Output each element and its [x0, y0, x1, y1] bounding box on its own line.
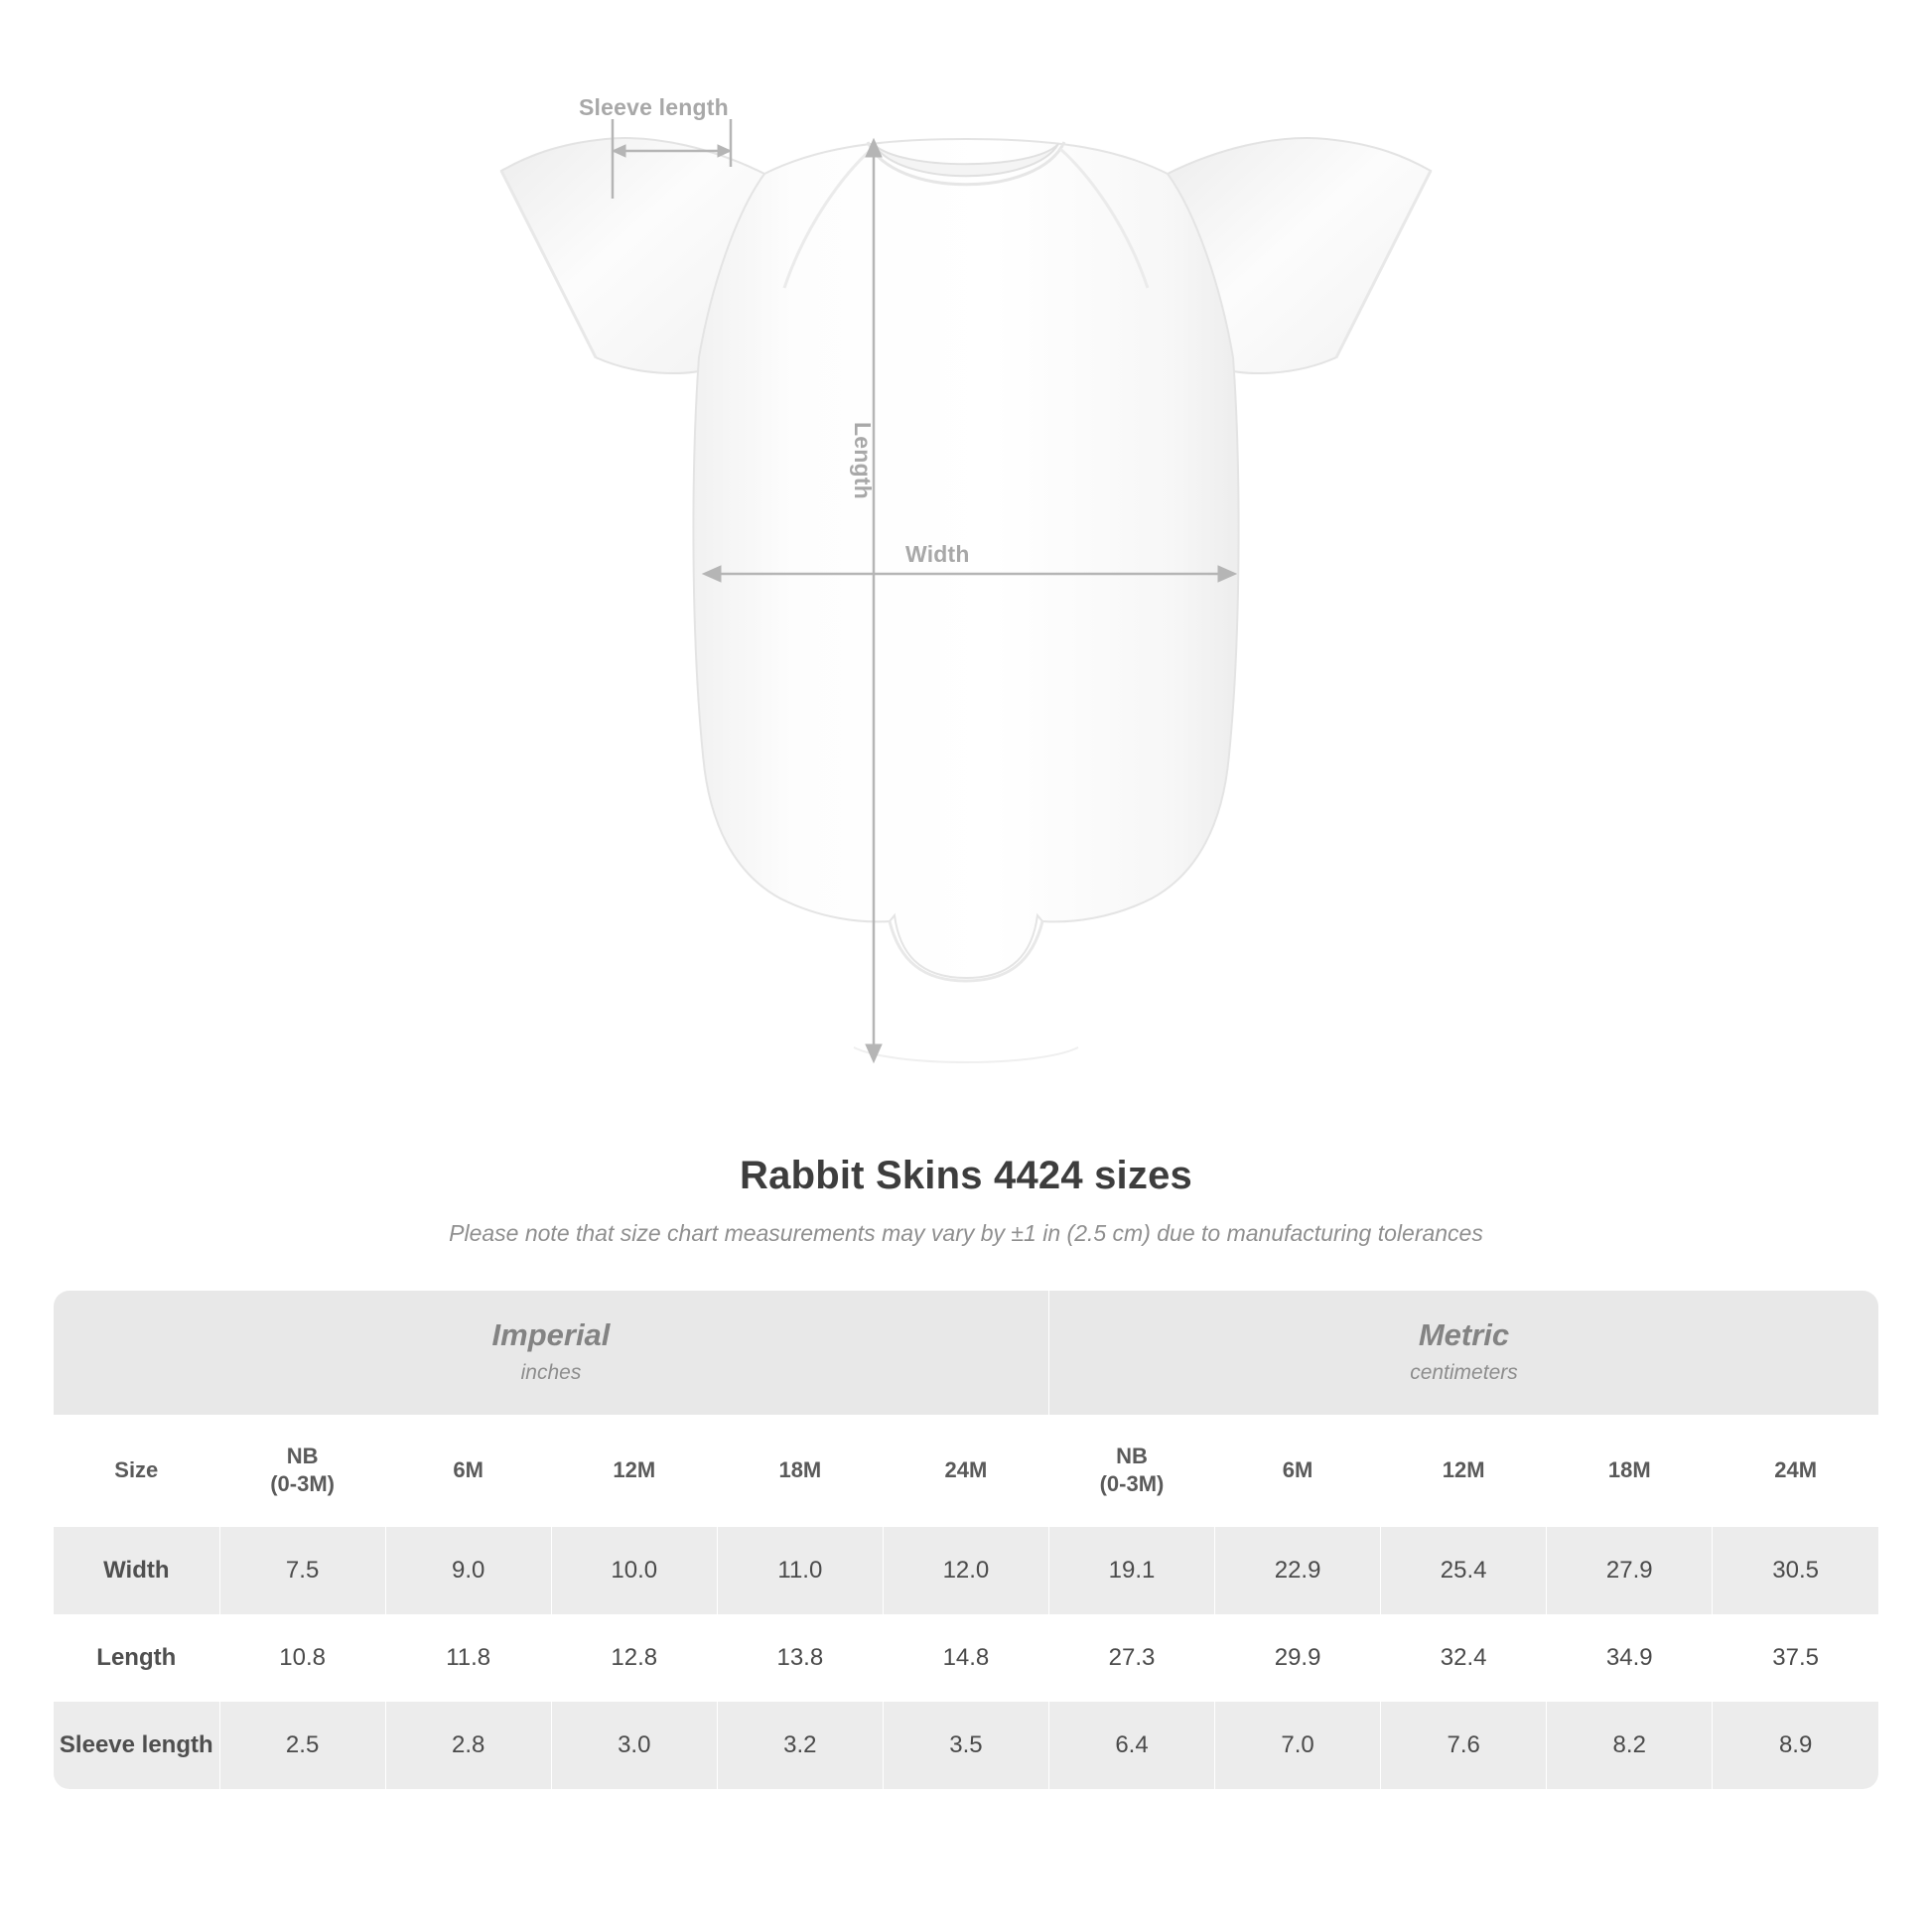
row-label-sleeve-length: Sleeve length [54, 1702, 219, 1789]
header-cell-18m-metric [1547, 1415, 1713, 1527]
cell-length-24m-in: 14.8 [883, 1614, 1048, 1702]
size-table-wrapper [54, 1291, 1878, 1789]
cell-sleeve-6m-in: 2.8 [385, 1702, 551, 1789]
cell-sleeve-nb-cm: 6.4 [1048, 1702, 1214, 1789]
title-block [0, 1154, 1932, 1247]
cell-sleeve-24m-cm: 8.9 [1713, 1702, 1878, 1789]
header-line1: 24M [1774, 1457, 1818, 1483]
cell-width-6m-cm: 22.9 [1215, 1527, 1381, 1614]
cell-width-nb-cm: 19.1 [1048, 1527, 1214, 1614]
cell-length-12m-in: 12.8 [551, 1614, 717, 1702]
length-label: Length [850, 422, 876, 499]
tolerance-note: Please note that size chart measurements may vary by ±1 in (2.5 cm) due to manufacturing tolerances [449, 1220, 1483, 1246]
cell-length-nb-cm: 27.3 [1048, 1614, 1214, 1702]
cell-length-18m-cm: 34.9 [1547, 1614, 1713, 1702]
cell-length-18m-in: 13.8 [717, 1614, 883, 1702]
header-line1: 18M [778, 1457, 822, 1483]
header-cell-nb-imperial [219, 1415, 385, 1527]
header-line1: 18M [1607, 1457, 1651, 1483]
page-title: Rabbit Skins 4424 sizes [740, 1154, 1192, 1197]
table-row [54, 1614, 1878, 1702]
header-line1: NB [286, 1443, 319, 1468]
header-line1: NB [1116, 1443, 1148, 1468]
header-line2: (0-3M) [270, 1471, 335, 1497]
header-line1: 6M [453, 1457, 483, 1483]
row-label-length: Length [54, 1614, 219, 1702]
header-cell-12m-imperial [551, 1415, 717, 1527]
cell-width-nb-in: 7.5 [219, 1527, 385, 1614]
sleeve-length-label: Sleeve length [579, 94, 729, 120]
cell-sleeve-12m-cm: 7.6 [1381, 1702, 1547, 1789]
unit-group-metric-name: Metric [1418, 1317, 1510, 1352]
cell-length-6m-in: 11.8 [385, 1614, 551, 1702]
cell-length-6m-cm: 29.9 [1215, 1614, 1381, 1702]
header-cell-24m-metric [1713, 1415, 1878, 1527]
cell-width-12m-cm: 25.4 [1381, 1527, 1547, 1614]
cell-length-12m-cm: 32.4 [1381, 1614, 1547, 1702]
cell-sleeve-12m-in: 3.0 [551, 1702, 717, 1789]
table-row [54, 1527, 1878, 1614]
header-line2: (0-3M) [1099, 1471, 1165, 1497]
header-line1: 12M [613, 1457, 656, 1483]
cell-width-6m-in: 9.0 [385, 1527, 551, 1614]
header-cell-24m-imperial [883, 1415, 1048, 1527]
unit-group-row [54, 1291, 1878, 1415]
table-header-row [54, 1415, 1878, 1527]
row-label-width: Width [54, 1527, 219, 1614]
header-line1: 24M [944, 1457, 988, 1483]
header-cell-size [54, 1415, 219, 1527]
unit-group-imperial [54, 1291, 1048, 1415]
header-line1: Size [114, 1457, 159, 1483]
unit-group-imperial-name: Imperial [491, 1317, 611, 1352]
onesie-body-shape [501, 138, 1431, 1062]
cell-sleeve-6m-cm: 7.0 [1215, 1702, 1381, 1789]
cell-width-24m-in: 12.0 [883, 1527, 1048, 1614]
cell-width-18m-in: 11.0 [717, 1527, 883, 1614]
header-cell-nb-metric [1048, 1415, 1214, 1527]
width-label: Width [905, 541, 970, 567]
size-chart-table [54, 1291, 1878, 1789]
cell-length-nb-in: 10.8 [219, 1614, 385, 1702]
header-cell-6m-metric [1215, 1415, 1381, 1527]
header-cell-18m-imperial [717, 1415, 883, 1527]
unit-group-imperial-sub: inches [520, 1360, 582, 1384]
cell-width-12m-in: 10.0 [551, 1527, 717, 1614]
cell-width-24m-cm: 30.5 [1713, 1527, 1878, 1614]
header-cell-12m-metric [1381, 1415, 1547, 1527]
unit-group-metric [1048, 1291, 1878, 1415]
cell-width-18m-cm: 27.9 [1547, 1527, 1713, 1614]
header-line1: 6M [1282, 1457, 1313, 1483]
header-line1: 12M [1442, 1457, 1485, 1483]
cell-length-24m-cm: 37.5 [1713, 1614, 1878, 1702]
cell-sleeve-18m-cm: 8.2 [1547, 1702, 1713, 1789]
header-cell-6m-imperial [385, 1415, 551, 1527]
cell-sleeve-18m-in: 3.2 [717, 1702, 883, 1789]
unit-group-metric-sub: centimeters [1410, 1360, 1518, 1384]
table-row [54, 1702, 1878, 1789]
cell-sleeve-24m-in: 3.5 [883, 1702, 1048, 1789]
cell-sleeve-nb-in: 2.5 [219, 1702, 385, 1789]
